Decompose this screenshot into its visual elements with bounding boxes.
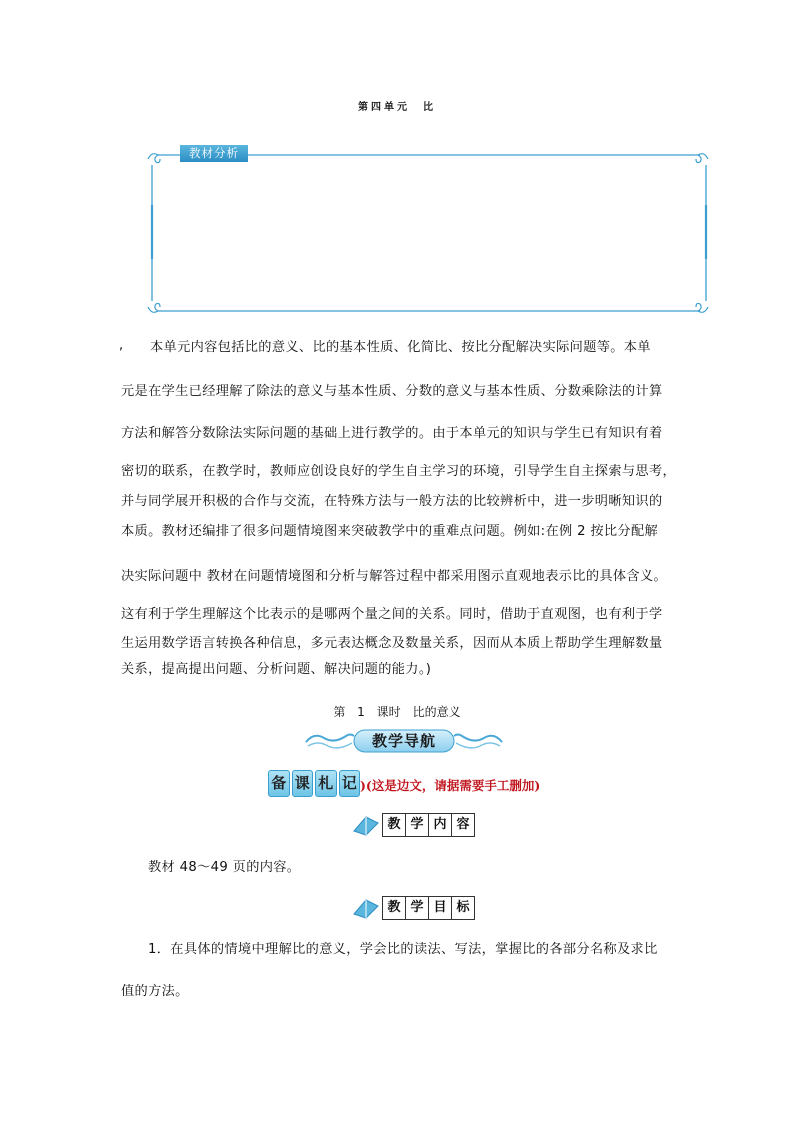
book-section-icon bbox=[350, 813, 380, 837]
goals-section-heading bbox=[350, 896, 475, 920]
prep-notes-badge bbox=[268, 770, 360, 797]
goal-item-line: 值的方法。 bbox=[121, 984, 189, 999]
content-heading-char: 容 bbox=[451, 814, 474, 836]
content-section-heading bbox=[350, 813, 475, 837]
analysis-line: 决实际问题中 教材在问题情境图和分析与解答过程中都采用图示直观地表示比的具体含义。 bbox=[121, 569, 668, 584]
analysis-line: 密切的联系，在教学时，教师应创设良好的学生自主学习的环境，引导学生自主探索与思考， bbox=[121, 464, 677, 479]
goals-heading-char: 目 bbox=[428, 897, 451, 919]
prep-notes-char: 札 bbox=[315, 770, 337, 797]
analysis-line: 方法和解答分数除法实际问题的基础上进行教学的。由于本单元的知识与学生已有知识有着 bbox=[121, 426, 663, 441]
goal-item-line: 1．在具体的情境中理解比的意义，学会比的读法、写法，掌握比的各部分名称及求比 bbox=[148, 942, 658, 957]
goals-heading-char: 学 bbox=[405, 897, 428, 919]
content-text: 教材 48～49 页的内容。 bbox=[148, 860, 301, 875]
goals-heading-char: 教 bbox=[387, 900, 401, 915]
goals-heading-char: 标 bbox=[451, 897, 474, 919]
content-heading-char: 内 bbox=[428, 814, 451, 836]
lead-comma: , bbox=[119, 338, 124, 353]
frame-corner-swirl-icon bbox=[148, 154, 708, 313]
analysis-line: 元是在学生已经理解了除法的意义与基本性质、分数的意义与基本性质、分数乘除法的计算 bbox=[121, 384, 663, 399]
sidebar-note: )(这是边文，请据需要手工删加) bbox=[360, 778, 541, 793]
analysis-line: 并与同学展开积极的合作与交流，在特殊方法与一般方法的比较辨析中，进一步明晰知识的 bbox=[121, 494, 663, 509]
analysis-line: 生运用数学语言转换各种信息，多元表达概念及数量关系，因而从本质上帮助学生理解数量 bbox=[121, 636, 663, 651]
prep-notes-char: 课 bbox=[292, 770, 314, 797]
content-heading-char: 学 bbox=[405, 814, 428, 836]
analysis-line: 这有利于学生理解这个比表示的是哪两个量之间的关系。同时，借助于直观图，也有利于学 bbox=[121, 607, 663, 622]
analysis-line: 关系，提高提出问题、分析问题、解决问题的能力。) bbox=[121, 662, 432, 677]
lesson-title: 第 1 课时 比的意义 bbox=[333, 705, 461, 719]
content-heading-char: 教 bbox=[387, 817, 401, 832]
prep-notes-char: 记 bbox=[339, 770, 361, 797]
prep-notes-char: 备 bbox=[268, 770, 290, 797]
book-section-icon bbox=[350, 896, 380, 920]
nav-banner-title: 教学导航 bbox=[371, 732, 436, 750]
analysis-line: 本质。教材还编排了很多问题情境图来突破教学中的重难点问题。例如:在例 2 按比分配解 bbox=[121, 524, 659, 539]
analysis-frame bbox=[144, 147, 712, 319]
analysis-line: 本单元内容包括比的意义、比的基本性质、化简比、按比分配解决实际问题等。本单 bbox=[150, 340, 651, 355]
unit-title: 第四单元 比 bbox=[358, 102, 436, 113]
analysis-tab: 教材分析 bbox=[180, 145, 248, 162]
